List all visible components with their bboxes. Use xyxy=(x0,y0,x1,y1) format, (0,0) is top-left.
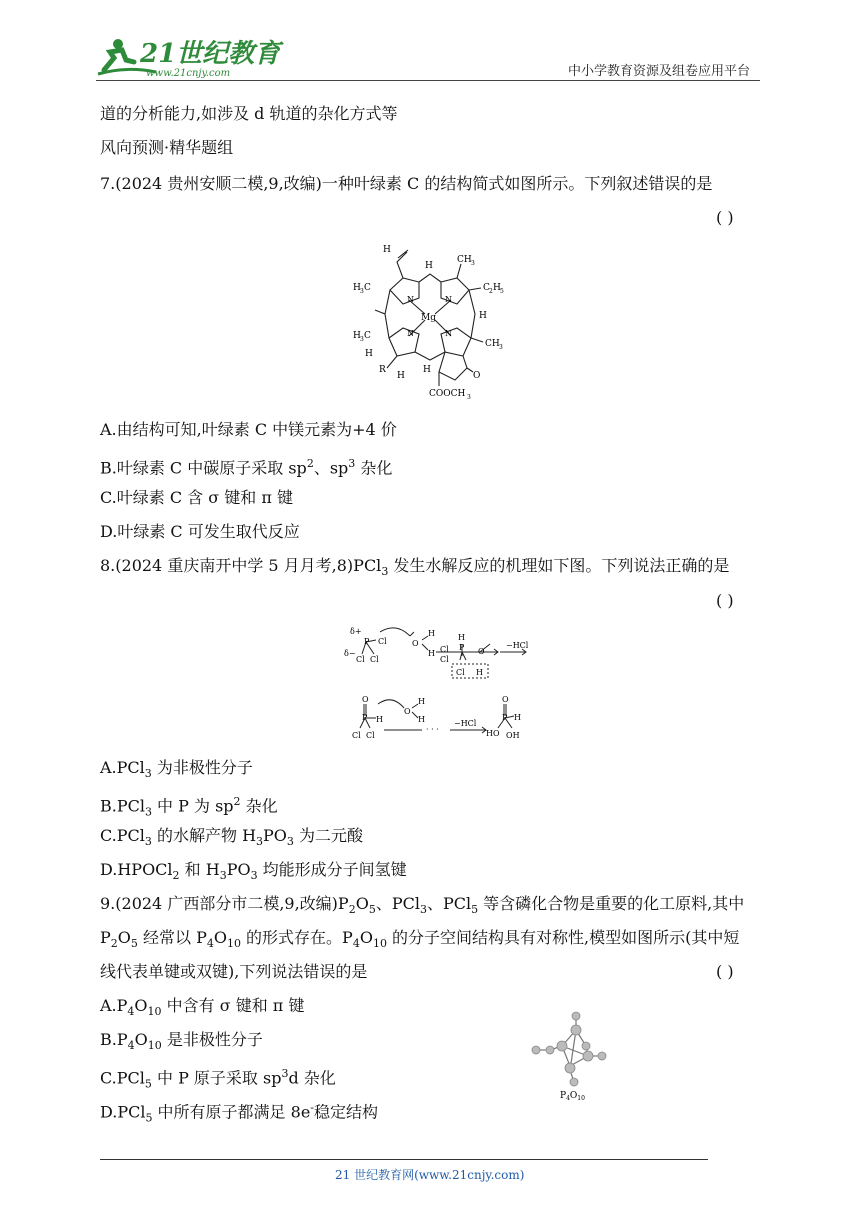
fig8-o2: O xyxy=(478,647,485,656)
fig8-dots: · · · xyxy=(426,725,439,734)
fig8-cl7: Cl xyxy=(352,731,361,740)
header-platform-text: 中小学教育资源及组卷应用平台 xyxy=(568,64,751,79)
fig7-label-h-low: H xyxy=(365,349,373,359)
chlorophyll-structure-figure xyxy=(345,238,515,400)
fig7-label-h3c-left-c: C xyxy=(364,283,371,293)
fig7-label-h2: H xyxy=(425,261,433,271)
fig8-o5: O xyxy=(502,695,509,704)
fig8-o4: O xyxy=(404,707,411,716)
fig7-label-c2h5-h: H xyxy=(493,283,501,293)
q8-option-d: D.HPOCl$_2$ 和 $H_3PO_3$ 均能形成分子间氢键 xyxy=(100,860,407,883)
fig7-label-ch3-top: CH xyxy=(457,255,472,265)
fig7-label-h-right: H xyxy=(479,311,487,321)
q8-answer-paren: ( ) xyxy=(716,591,734,610)
fig7-label-h-bottom: H xyxy=(397,371,405,381)
footer-divider xyxy=(100,1159,708,1160)
footer-site-text: 21 世纪教育网(www.21cnjy.com) xyxy=(335,1168,525,1182)
fig8-cl8: Cl xyxy=(366,731,375,740)
pcl3-hydrolysis-mechanism-figure xyxy=(340,622,540,742)
fig8-oh: OH xyxy=(506,731,520,740)
fig7-label-n4: N xyxy=(445,329,452,338)
q9-answer-paren: ( ) xyxy=(716,962,734,981)
fig8-h6: H xyxy=(418,697,425,706)
q9-stem-line-2: $P_2O_5$ 经常以 $P_4O_{10}$ 的形式存在。$P_4O_{10}$ 的分子空间结构具有对称性,模型如图所示(其中短 xyxy=(100,928,740,951)
fig7-label-r: R xyxy=(379,365,386,375)
fig7-label-mg: Mg xyxy=(421,313,436,323)
fig8-p4: P xyxy=(502,713,508,722)
logo-main-text: 21世纪教育 xyxy=(140,39,281,69)
site-logo xyxy=(96,36,281,80)
q7-option-b: B.叶绿素 C 中碳原子采取 $sp^2$、$sp^3$ 杂化 xyxy=(100,457,393,478)
fig8-h2: H xyxy=(428,649,435,658)
q7-option-c: C.叶绿素 C 含 σ 键和 π 键 xyxy=(100,488,293,507)
intro-line-1: 道的分析能力,如涉及 d 轨道的杂化方式等 xyxy=(100,104,398,123)
fig8-h3: H xyxy=(458,633,465,642)
q7-option-d: D.叶绿素 C 可发生取代反应 xyxy=(100,522,300,541)
fig7-label-h3c-left: H xyxy=(353,283,361,293)
q9-option-d: D.PCl$_5$ 中所有原子都满足 8e-稳定结构 xyxy=(100,1101,379,1125)
fig7-label-h3c-left-sub: 3 xyxy=(360,288,364,295)
fig8-minus-hcl-1: −HCl xyxy=(506,641,529,650)
fig7-label-o: O xyxy=(473,371,481,381)
fig7-label-c2h5-sub1: 2 xyxy=(489,288,493,295)
fig7-label-n1: N xyxy=(407,295,414,304)
fig8-p1: P xyxy=(364,637,370,646)
fig8-h4: H xyxy=(476,668,483,677)
running-man-logo-icon xyxy=(96,36,281,80)
fig7-label-n3: N xyxy=(407,329,414,338)
header-divider xyxy=(96,80,760,81)
fig8-delta-minus: δ− xyxy=(344,649,356,658)
fig7-label-ch3-top-sub: 3 xyxy=(471,260,475,267)
fig7-label-h1: H xyxy=(383,245,391,255)
fig7-label-h3c-low-c: C xyxy=(364,331,371,341)
fig7-label-cooch3-sub: 3 xyxy=(467,394,471,401)
q9-option-b: $B.P_4O_{10}$ 是非极性分子 xyxy=(100,1030,263,1053)
fig8-h1: H xyxy=(428,629,435,638)
fig7-label-cooch3: COOCH xyxy=(429,389,466,399)
fig8-ho: HO xyxy=(486,729,500,738)
fig7-label-c2h5-sub2: 5 xyxy=(500,288,504,295)
fig7-label-c2h5: C xyxy=(483,283,490,293)
fig8-cl3: Cl xyxy=(378,637,387,646)
fig9-caption: $P_4O_{10}$ xyxy=(560,1091,585,1102)
fig8-minus-hcl-2: −HCl xyxy=(454,719,477,728)
fig8-p2: P xyxy=(459,643,465,652)
fig8-cl2: Cl xyxy=(370,655,379,664)
q9-option-a: $A.P_4O_{10}$ 中含有 σ 键和 π 键 xyxy=(100,996,305,1019)
fig8-p3: P xyxy=(362,713,368,722)
q9-stem-line-1: 9.(2024 广西部分市二模,9,改编)$P_2O_5$、PCl$_3$、PCl$_5$ 等含磷化合物是重要的化工原料,其中 xyxy=(100,894,745,917)
fig8-cl4: Cl xyxy=(440,645,449,654)
fig7-label-h3c-low: H xyxy=(353,331,361,341)
fig8-o3: O xyxy=(362,695,369,704)
q8-option-c: C.PCl$_3$ 的水解产物 $H_3PO_3$ 为二元酸 xyxy=(100,826,364,849)
fig8-h7: H xyxy=(418,715,425,724)
q8-stem: 8.(2024 重庆南开中学 5 月月考,8)PCl$_3$ 发生水解反应的机理如下图。下列说法正确的是 xyxy=(100,556,730,579)
fig8-h5: H xyxy=(376,715,383,724)
fig8-o1: O xyxy=(412,639,419,648)
q9-option-c: C.PCl$_5$ 中 P 原子采取 $sp^3d$ 杂化 xyxy=(100,1067,336,1091)
q7-answer-paren: ( ) xyxy=(716,208,734,227)
intro-line-2: 风向预测·精华题组 xyxy=(100,138,234,157)
fig7-label-h3c-low-sub: 3 xyxy=(360,336,364,343)
fig8-cl6: Cl xyxy=(456,668,465,677)
fig7-label-n2: N xyxy=(445,295,452,304)
q9-stem-line-3: 线代表单键或双键),下列说法错误的是 xyxy=(100,962,368,981)
q7-stem: 7.(2024 贵州安顺二模,9,改编)一种叶绿素 C 的结构简式如图所示。下列叙述错误的是 xyxy=(100,174,713,193)
fig7-label-h-bottom2: H xyxy=(423,365,431,375)
fig7-label-ch3-right: CH xyxy=(485,339,500,349)
p4o10-model-figure xyxy=(528,1006,618,1104)
fig7-label-ch3-right-sub: 3 xyxy=(499,344,503,351)
fig8-delta-plus: δ+ xyxy=(350,627,362,636)
logo-sub-text: www.21cnjy.com xyxy=(146,68,231,79)
q7-option-a: A.由结构可知,叶绿素 C 中镁元素为+4 价 xyxy=(100,420,397,439)
q8-option-b: B.PCl$_3$ 中 P 为 $sp^2$ 杂化 xyxy=(100,795,278,819)
fig8-cl1: Cl xyxy=(356,655,365,664)
fig8-cl5: Cl xyxy=(440,655,449,664)
q8-option-a: A.PCl$_3$ 为非极性分子 xyxy=(100,758,253,781)
fig8-h8: H xyxy=(514,713,521,722)
